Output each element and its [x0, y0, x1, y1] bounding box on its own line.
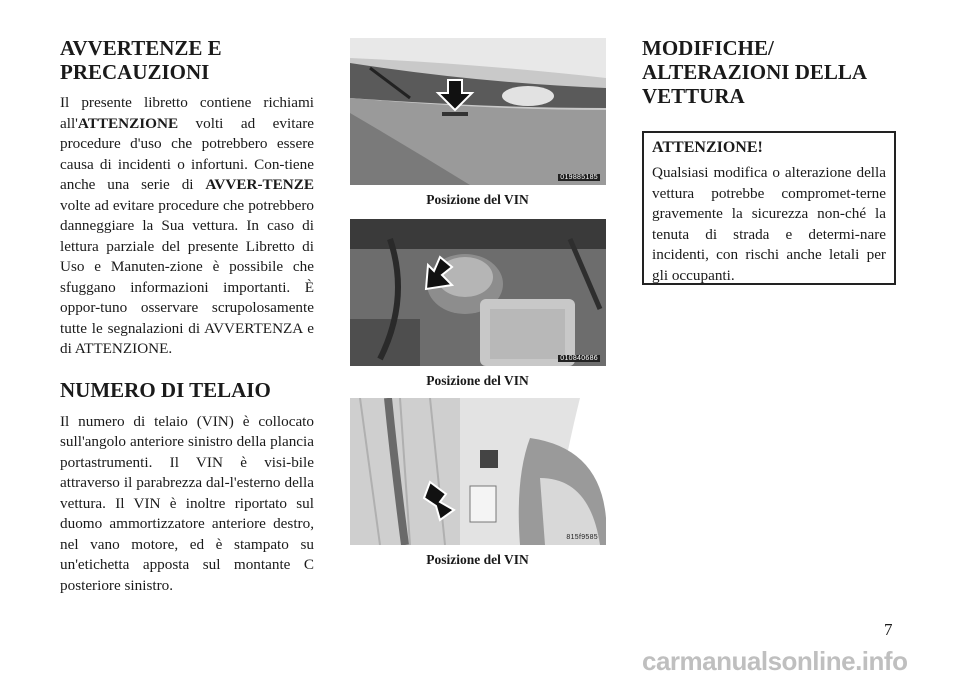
figure-code: 815f9585	[566, 534, 598, 541]
text-run: volte ad evitare procedure che potrebbero danneggiare la Sua vettura. In caso di lettura parziale del presente Libretto di Uso e Manuten-zione è possibile che sfuggano informazioni importanti. È oppor-tuno osservare scrupolosamente tutte le segnalazioni di AVVERTENZA e di ATTENZIONE.	[60, 196, 314, 357]
vin-paragraph: Il numero di telaio (VIN) è collocato sull'angolo anteriore sinistro della plancia portastrumenti. Il VIN è visi-bile attraverso il parabrezza dal-l'esterno della vettura. Il VIN è inoltre riportato sul duomo ammortizzatore anteriore destro, nel vano motore, ed è stampato su un'etichetta apposta sul montante C posteriore sinistro.	[60, 412, 314, 594]
heading-line: AVVERTENZE E	[60, 36, 222, 60]
text-run: volti ad evitare procedure d'uso che potrebbero essere causa di incidenti o infortuni. Con-tiene anche una serie di	[60, 114, 314, 193]
warning-box	[642, 131, 896, 285]
figure-caption: Posizione del VIN	[426, 192, 529, 207]
heading-line: ALTERAZIONI DELLA	[642, 60, 868, 84]
warnings-paragraph	[60, 93, 314, 360]
text-run: Il presente libretto contiene richiami all'	[60, 94, 314, 132]
watermark-text: carmanualsonline.info	[642, 646, 908, 676]
section-heading-vin: NUMERO DI TELAIO	[60, 377, 271, 402]
vin-c-pillar-photo	[350, 398, 606, 545]
right-column	[642, 0, 896, 108]
heading-line: MODIFICHE/	[642, 36, 774, 60]
figure-code: 019885185	[560, 174, 598, 181]
figure-caption: Posizione del VIN	[426, 552, 529, 567]
vin-engine-bay-photo	[350, 219, 606, 366]
bold-term: ATTENZIONE	[77, 114, 179, 132]
figure-code: 010840686	[560, 355, 598, 362]
warning-text: Qualsiasi modifica o alterazione della vettura potrebbe compromet-terne gravemente la sicurezza non-ché la tenuta di strada e determi-nare incidenti, con rischi anche letali per gli occupanti.	[652, 164, 886, 284]
left-column	[60, 0, 314, 596]
windshield-illustration	[350, 38, 606, 185]
section-heading-warnings	[60, 36, 314, 84]
engine-bay-illustration	[350, 219, 606, 366]
warning-title: ATTENZIONE!	[652, 139, 763, 156]
vin-windshield-photo	[350, 38, 606, 185]
heading-line: PRECAUZIONI	[60, 60, 210, 84]
page-number: 7	[884, 620, 893, 639]
figure-caption: Posizione del VIN	[426, 373, 529, 388]
section-heading-modifications	[642, 36, 896, 108]
heading-line: VETTURA	[642, 84, 745, 108]
bold-term: AVVER-TENZE	[205, 176, 314, 193]
c-pillar-illustration	[350, 398, 606, 545]
